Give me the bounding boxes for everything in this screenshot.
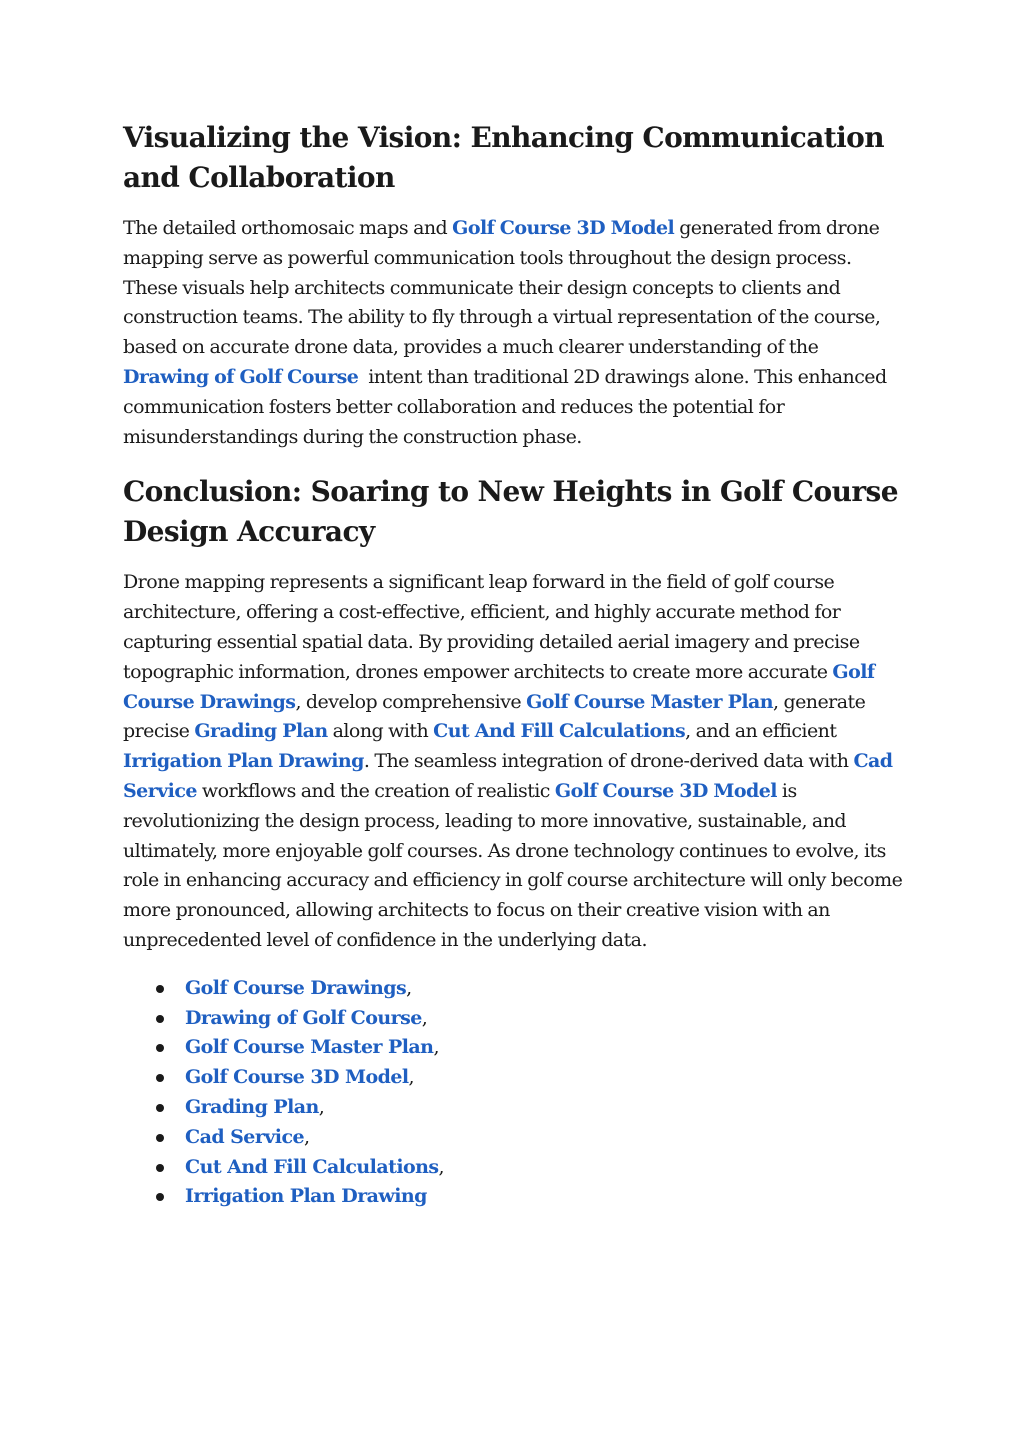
list-link[interactable]: Golf Course Drawings: [185, 976, 407, 999]
link-golf-course-master-plan[interactable]: Golf Course Master Plan: [526, 690, 774, 713]
text-span: , develop comprehensive: [295, 690, 527, 713]
list-item: [123, 1033, 903, 1063]
text-span: Drone mapping represents a significant leap forward in the field of golf course architecture, offering a cost-effective, efficient, and highly accurate method for capturing essential spatial data. By providing detailed aerial imagery and precise topographic information, drones empower architects to create more accurate: [123, 571, 860, 683]
list-suffix: ,: [438, 1155, 445, 1178]
paragraph-conclusion: [123, 568, 903, 955]
document-page: [123, 118, 903, 1212]
link-grading-plan[interactable]: Grading Plan: [194, 720, 328, 743]
text-span: , generate precise: [123, 690, 866, 743]
links-list: [123, 974, 903, 1212]
text-span: . The seamless integration of drone-derived data with: [363, 750, 854, 773]
link-cut-and-fill-calculations[interactable]: Cut And Fill Calculations: [433, 720, 686, 743]
bullet-icon: [156, 1044, 164, 1052]
list-link[interactable]: Irrigation Plan Drawing: [185, 1185, 427, 1208]
bullet-icon: [156, 1104, 164, 1112]
text-span: workflows and the creation of realistic: [196, 779, 555, 802]
text-span: generated from drone mapping serve as powerful communication tools throughout the design process. These visuals help architects communicate their design concepts to clients and construction teams. The ability to fly through a virtual representation of the course, based on accurate drone data, provides a much clearer understanding of the: [123, 217, 881, 359]
bullet-icon: [156, 1193, 164, 1201]
link-golf-course-drawings[interactable]: Golf Course Drawings: [123, 660, 875, 713]
list-item: [123, 1063, 903, 1093]
text-span: , and an efficient: [685, 720, 837, 743]
list-item: [123, 1123, 903, 1153]
list-link[interactable]: Grading Plan: [185, 1095, 319, 1118]
list-link[interactable]: Golf Course Master Plan: [185, 1036, 434, 1059]
section-heading-conclusion: Conclusion: Soaring to New Heights in Golf Course Design Accuracy: [123, 475, 898, 549]
list-suffix: ,: [408, 1066, 415, 1089]
bullet-icon: [156, 1015, 164, 1023]
list-link[interactable]: Cad Service: [185, 1125, 305, 1148]
link-irrigation-plan-drawing[interactable]: Irrigation Plan Drawing: [123, 750, 364, 773]
bullet-icon: [156, 985, 164, 993]
list-item: [123, 1004, 903, 1034]
link-cad-service[interactable]: Cad Service: [123, 750, 893, 802]
list-suffix: ,: [304, 1125, 310, 1148]
list-link[interactable]: Golf Course 3D Model: [185, 1066, 409, 1089]
list-link[interactable]: Cut And Fill Calculations: [185, 1155, 439, 1178]
text-span: The detailed orthomosaic maps and: [123, 217, 453, 239]
list-link[interactable]: Drawing of Golf Course: [185, 1006, 422, 1029]
section-heading-visualizing: Visualizing the Vision: Enhancing Communication and Collaboration: [123, 121, 884, 194]
paragraph-visualizing: [123, 214, 903, 452]
text-span: intent than traditional 2D drawings alone. This enhanced communication fosters better collaboration and reduces the potential for misunderstandings during the construction phase.: [123, 365, 892, 448]
text-span: is revolutionizing the design process, leading to more innovative, sustainable, and ultimately, more enjoyable golf courses. As drone technology continues to evolve, its role in enhancing accuracy and efficiency in golf course architecture will only become more pronounced, allowing architects to focus on their creative vision with an unprecedented level of confidence in the underlying data.: [123, 779, 903, 951]
bullet-icon: [156, 1134, 164, 1142]
link-drawing-of-golf-course[interactable]: Drawing of Golf Course: [123, 365, 359, 388]
list-item: [123, 1093, 903, 1123]
link-golf-course-3d-model[interactable]: Golf Course 3D Model: [452, 217, 675, 239]
text-span: along with: [327, 720, 434, 743]
link-golf-course-3d-model[interactable]: Golf Course 3D Model: [554, 779, 777, 802]
list-item: [123, 974, 903, 1004]
list-item: [123, 1182, 903, 1212]
list-suffix: ,: [421, 1006, 428, 1029]
list-suffix: ,: [406, 976, 412, 999]
list-suffix: ,: [433, 1036, 439, 1059]
bullet-icon: [156, 1074, 164, 1082]
bullet-icon: [156, 1164, 164, 1172]
list-item: [123, 1153, 903, 1183]
list-suffix: ,: [318, 1095, 325, 1118]
